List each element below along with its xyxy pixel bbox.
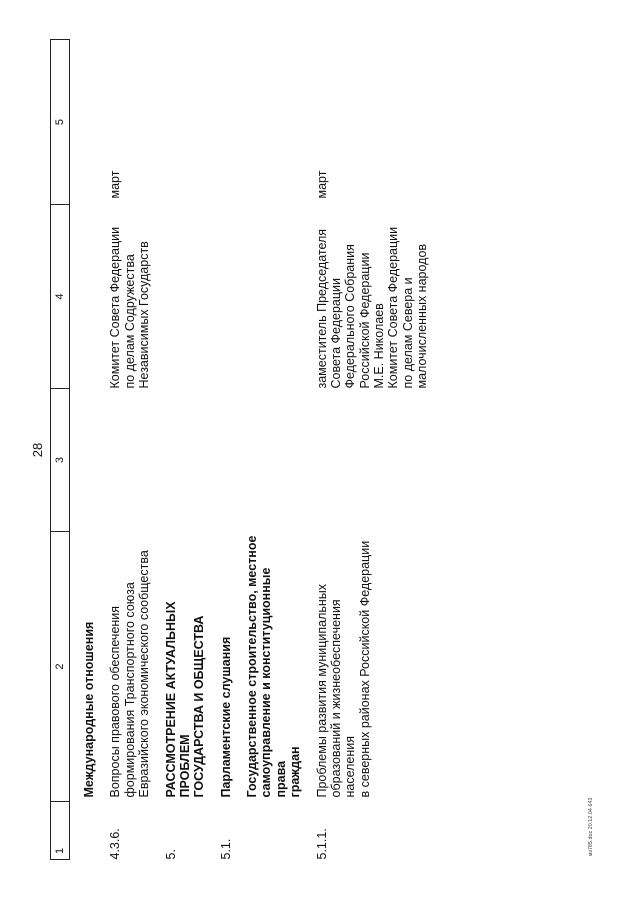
item-number: 5.1.	[218, 838, 233, 860]
header-cell-4: 4	[51, 205, 70, 389]
header-cell-1: 1	[51, 802, 70, 860]
deadline: март	[314, 170, 329, 199]
empty-cell	[152, 389, 207, 532]
item-title: РАССМОТРЕНИЕ АКТУАЛЬНЫХ ПРОБЛЕМ ГОСУДАРСТВА И ОБЩЕСТВА	[163, 601, 207, 798]
header-cell-3: 3	[51, 389, 70, 532]
empty-cell	[96, 389, 151, 532]
table-header-row	[51, 40, 70, 860]
plan-rows	[70, 40, 430, 860]
item-title: Парламентские слушания	[218, 636, 233, 798]
header-cell-5: 5	[51, 40, 70, 205]
deadline: март	[108, 170, 123, 199]
responsible-party	[70, 205, 97, 389]
item-number: 4.3.6.	[108, 828, 123, 860]
deadline	[152, 40, 207, 205]
item-title: Вопросы правового обеспечения формирования Транспортного союза Евразийского экономического сообщества	[108, 550, 152, 798]
empty-cell	[70, 389, 97, 532]
deadline	[70, 40, 97, 205]
item-title: Проблемы развития муниципальных образований и жизнеобеспечения населения в северных районах Российской Федерации	[314, 540, 372, 798]
empty-cell	[303, 389, 430, 532]
item-number	[233, 802, 303, 860]
deadline	[233, 40, 303, 205]
plan-table	[50, 39, 430, 860]
responsible-party	[207, 205, 233, 389]
item-number: 5.	[163, 849, 178, 860]
table-row	[207, 40, 233, 860]
header-cell-2: 2	[51, 532, 70, 802]
item-title: Международные отношения	[82, 621, 96, 798]
footer-stamp: мз785.doc 20.12.04 643	[588, 797, 594, 856]
table-row	[303, 40, 430, 860]
responsible-party	[233, 205, 303, 389]
rotated-page	[10, 40, 610, 860]
item-title: Государственное строительство, местное самоуправление и конституционные права граждан	[245, 535, 303, 798]
table-row	[70, 40, 97, 860]
page-number: 28	[30, 442, 45, 458]
deadline	[207, 40, 233, 205]
item-number: 5.1.1.	[314, 828, 329, 860]
empty-cell	[233, 389, 303, 532]
responsible-party: Комитет Совета Федерации по делам Содружества Независимых Государств	[108, 226, 152, 389]
responsible-party: заместитель Председателя Совета Федерации Федерального Собрания Российской Федерации М.Е. Николаев Комитет Совета Федерации по делам Севера и малочисленных народов	[314, 226, 430, 389]
table-row	[152, 40, 207, 860]
empty-cell	[207, 389, 233, 532]
item-number	[70, 802, 97, 860]
table-row	[233, 40, 303, 860]
table-row	[96, 40, 151, 860]
responsible-party	[152, 205, 207, 389]
